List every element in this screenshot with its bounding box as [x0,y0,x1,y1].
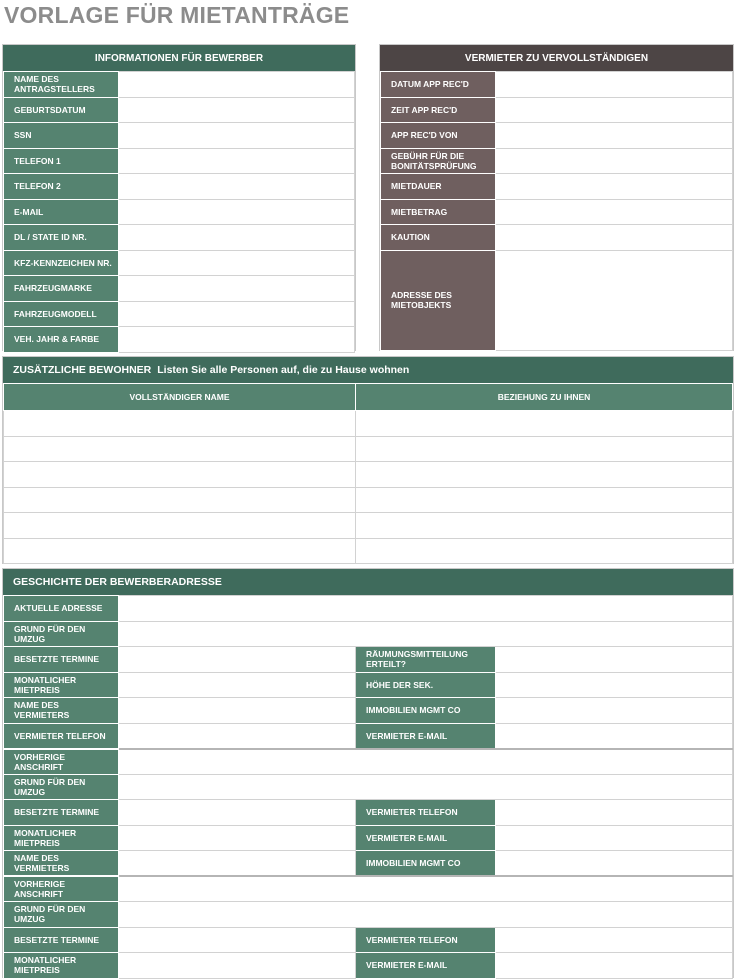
resident-relation-field[interactable] [356,538,733,564]
table-row [4,436,733,462]
applicant-field-label: DL / STATE ID NR. [4,225,119,251]
applicant-field-label: GEBURTSDATUM [4,97,119,123]
residents-title: ZUSÄTZLICHE BEWOHNER [13,364,152,376]
landlord-table [380,71,733,351]
current-mgmt-label: IMMOBILIEN MGMT CO [356,698,496,724]
applicant-table [3,71,355,353]
resident-name-field[interactable] [4,436,356,462]
prev1-landlord-phone-field[interactable] [496,800,733,826]
current-landlord-phone-label: VERMIETER TELEFON [4,723,119,749]
prev2-address-label: VORHERIGE ANSCHRIFT [4,876,119,902]
current-dates-label: BESETZTE TERMINE [4,647,119,673]
prev1-dates-label: BESETZTE TERMINE [4,800,119,826]
current-landlord-email-label: VERMIETER E-MAIL [356,723,496,749]
resident-relation-field[interactable] [356,436,733,462]
applicant-field-input[interactable] [119,327,355,353]
page-title: VORLAGE FÜR MIETANTRÄGE [4,2,350,28]
col-full-name: VOLLSTÄNDIGER NAME [4,384,356,411]
col-relation: BEZIEHUNG ZU IHNEN [356,384,733,411]
residents-panel [2,356,734,564]
landlord-field-label: APP REC'D VON [381,123,496,149]
resident-relation-field[interactable] [356,487,733,513]
history-header [3,569,733,595]
current-rent-field[interactable] [119,672,356,698]
applicant-field-label: VEH. JAHR & FARBE [4,327,119,353]
prev1-rent-label: MONATLICHER MIETPREIS [4,825,119,851]
applicant-field-label: KFZ-KENNZEICHEN NR. [4,250,119,276]
resident-relation-field[interactable] [356,462,733,488]
table-row [4,411,733,437]
prev1-landlord-name-field[interactable] [119,851,356,877]
resident-relation-field[interactable] [356,513,733,539]
landlord-field-label: ZEIT APP REC'D [381,97,496,123]
history-panel [2,568,734,978]
prev2-landlord-email-label: VERMIETER E-MAIL [356,953,496,979]
applicant-panel [2,44,356,351]
landlord-header: VERMIETER ZU VERVOLLSTÄNDIGEN [380,45,733,71]
current-rent-label: MONATLICHER MIETPREIS [4,672,119,698]
resident-name-field[interactable] [4,462,356,488]
resident-name-field[interactable] [4,513,356,539]
prev1-address-label: VORHERIGE ANSCHRIFT [4,749,119,775]
prev1-mgmt-label: IMMOBILIEN MGMT CO [356,851,496,877]
landlord-field-input[interactable] [496,148,733,174]
landlord-field-input[interactable] [496,174,733,200]
current-deposit-field[interactable] [496,672,733,698]
current-eviction-label: RÄUMUNGSMITTEILUNG ERTEILT? [356,647,496,673]
landlord-field-input[interactable] [496,225,733,251]
current-address-field[interactable] [119,596,733,622]
current-landlord-phone-field[interactable] [119,723,356,749]
prev2-reason-label: GRUND FÜR DEN UMZUG [4,902,119,928]
current-dates-field[interactable] [119,647,356,673]
current-eviction-field[interactable] [496,647,733,673]
residents-table [3,383,733,564]
prev1-landlord-phone-label: VERMIETER TELEFON [356,800,496,826]
prev1-reason-label: GRUND FÜR DEN UMZUG [4,774,119,800]
applicant-field-input[interactable] [119,72,355,98]
prev2-address-field[interactable] [119,876,733,902]
applicant-field-input[interactable] [119,123,355,149]
applicant-field-label: NAME DES ANTRAGSTELLERS [4,72,119,98]
landlord-field-label: GEBÜHR FÜR DIE BONITÄTSPRÜFUNG [381,148,496,174]
prev1-mgmt-field[interactable] [496,851,733,877]
landlord-field-label: DATUM APP REC'D [381,72,496,98]
prev1-rent-field[interactable] [119,825,356,851]
prev2-rent-field[interactable] [119,953,356,979]
table-row [4,538,733,564]
resident-name-field[interactable] [4,538,356,564]
resident-name-field[interactable] [4,487,356,513]
current-mgmt-field[interactable] [496,698,733,724]
applicant-field-label: FAHRZEUGMARKE [4,276,119,302]
applicant-field-input[interactable] [119,250,355,276]
applicant-field-input[interactable] [119,97,355,123]
table-row [4,487,733,513]
landlord-field-label: MIETBETRAG [381,199,496,225]
prev2-landlord-phone-label: VERMIETER TELEFON [356,927,496,953]
current-address-label: AKTUELLE ADRESSE [4,596,119,622]
landlord-field-input[interactable] [496,97,733,123]
current-landlord-name-field[interactable] [119,698,356,724]
applicant-field-input[interactable] [119,199,355,225]
table-row [4,513,733,539]
current-reason-field[interactable] [119,621,733,647]
landlord-field-input[interactable] [496,72,733,98]
prev2-dates-label: BESETZTE TERMINE [4,927,119,953]
landlord-field-label: MIETDAUER [381,174,496,200]
current-landlord-name-label: NAME DES VERMIETERS [4,698,119,724]
applicant-field-input[interactable] [119,276,355,302]
property-address-field[interactable] [496,250,733,350]
current-deposit-label: HÖHE DER SEK. [356,672,496,698]
resident-name-field[interactable] [4,411,356,437]
prev1-dates-field[interactable] [119,800,356,826]
prev1-landlord-name-label: NAME DES VERMIETERS [4,851,119,877]
landlord-field-input[interactable] [496,199,733,225]
applicant-field-input[interactable] [119,174,355,200]
applicant-field-label: TELEFON 1 [4,148,119,174]
residents-header [3,357,733,383]
current-reason-label: GRUND FÜR DEN UMZUG [4,621,119,647]
property-address-label: ADRESSE DES MIETOBJEKTS [381,250,496,350]
prev2-rent-label: MONATLICHER MIETPREIS [4,953,119,979]
prev1-reason-field[interactable] [119,774,733,800]
resident-relation-field[interactable] [356,411,733,437]
prev2-landlord-phone-field[interactable] [496,927,733,953]
prev1-address-field[interactable] [119,749,733,775]
history-title: GESCHICHTE DER BEWERBERADRESSE [13,576,222,588]
prev2-dates-field[interactable] [119,927,356,953]
prev1-landlord-email-label: VERMIETER E-MAIL [356,825,496,851]
applicant-header: INFORMATIONEN FÜR BEWERBER [3,45,355,71]
applicant-field-label: TELEFON 2 [4,174,119,200]
landlord-panel [379,44,734,351]
applicant-field-label: SSN [4,123,119,149]
landlord-field-label: KAUTION [381,225,496,251]
residents-note: Listen Sie alle Personen auf, die zu Hause wohnen [157,364,410,376]
prev2-reason-field[interactable] [119,902,733,928]
current-landlord-email-field[interactable] [496,723,733,749]
prev2-landlord-email-field[interactable] [496,953,733,979]
applicant-field-input[interactable] [119,301,355,327]
history-table [3,595,733,979]
table-row [4,462,733,488]
applicant-field-input[interactable] [119,225,355,251]
applicant-field-input[interactable] [119,148,355,174]
landlord-field-input[interactable] [496,123,733,149]
prev1-landlord-email-field[interactable] [496,825,733,851]
applicant-field-label: FAHRZEUGMODELL [4,301,119,327]
applicant-field-label: E-MAIL [4,199,119,225]
